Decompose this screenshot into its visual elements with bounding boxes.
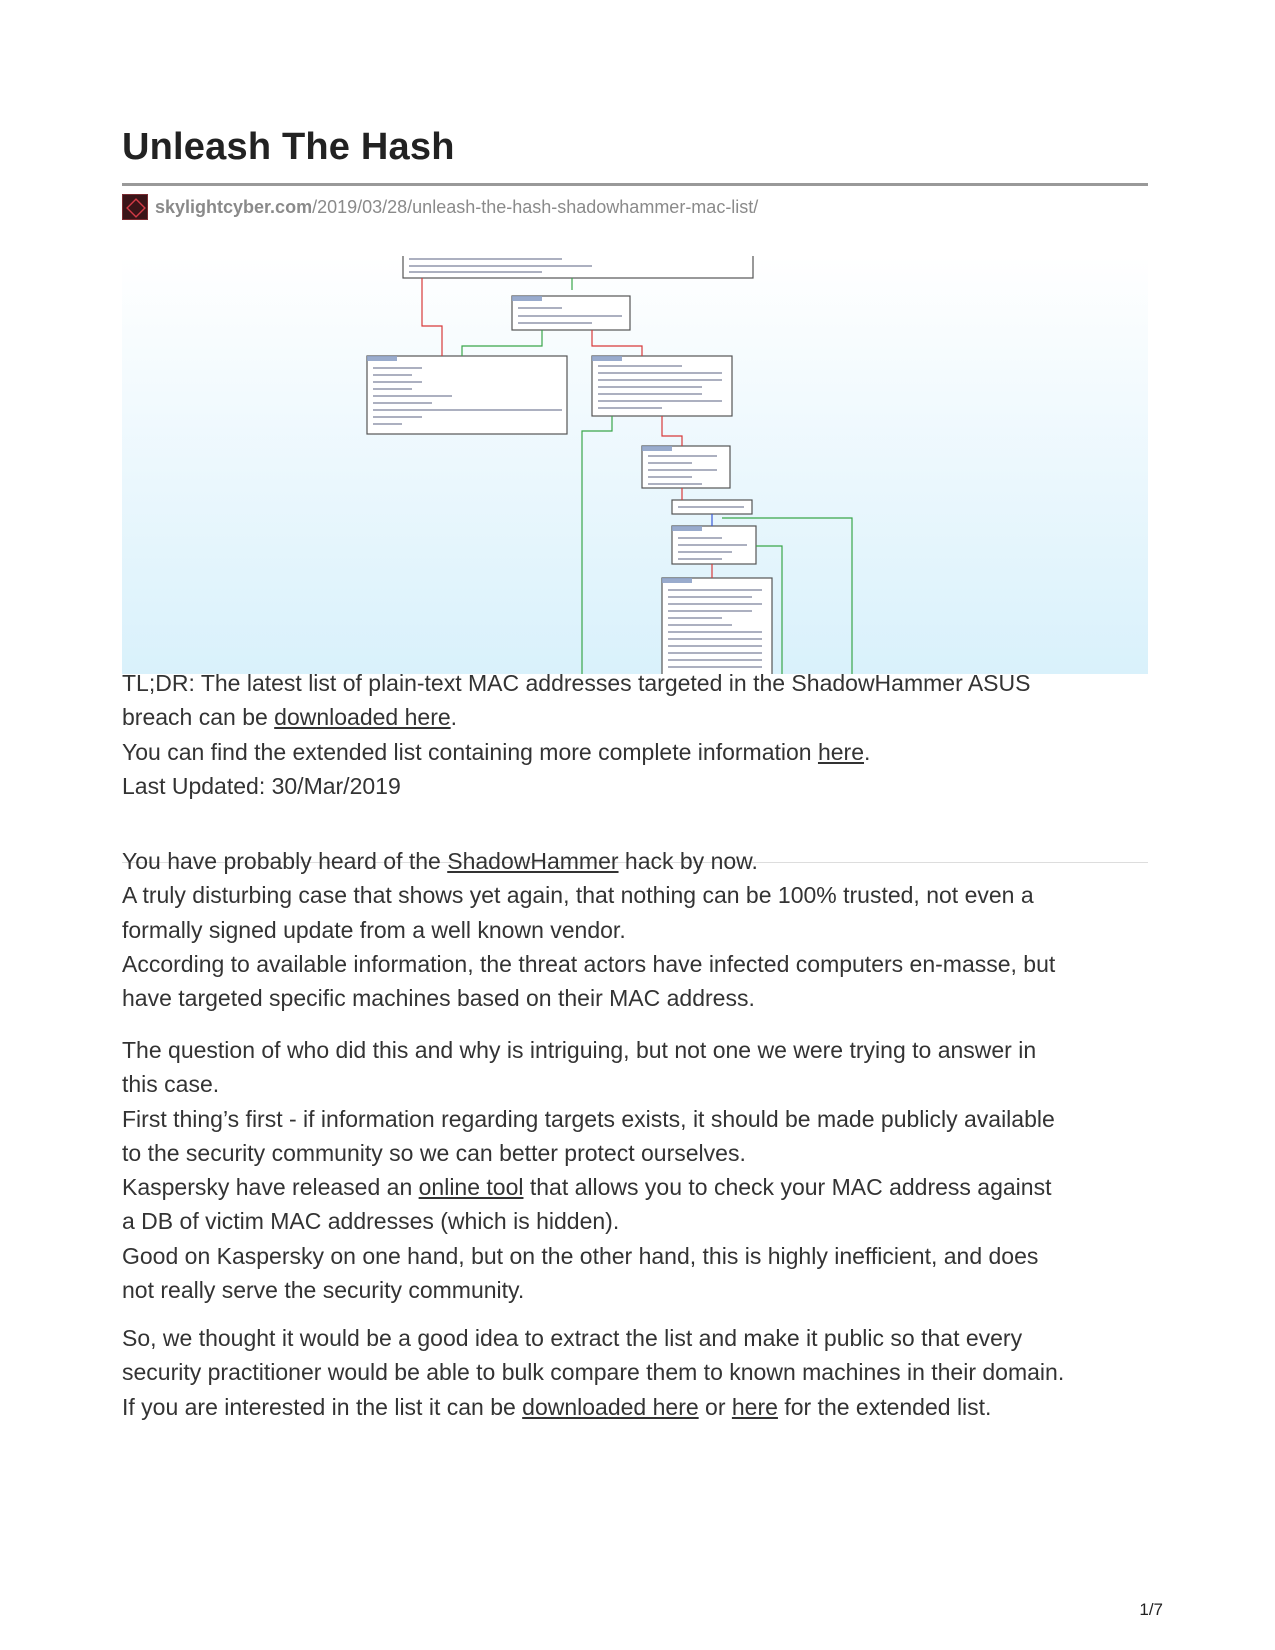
tldr-line-3 bbox=[122, 735, 1148, 769]
tldr-line-2-text: breach can be bbox=[122, 704, 275, 731]
source-link[interactable] bbox=[122, 194, 758, 220]
hero-image-disassembly-graph bbox=[122, 256, 1148, 674]
p1-line-3: formally signed update from a well known vendor. bbox=[122, 916, 626, 943]
paragraph-1 bbox=[122, 844, 1148, 1015]
p1-line-1-end: hack by now. bbox=[618, 848, 758, 874]
online-tool-link[interactable]: online tool bbox=[418, 1174, 524, 1201]
disassembly-graph-illustration bbox=[122, 256, 1148, 674]
tldr-line-2 bbox=[122, 700, 1148, 734]
article-title: Unleash The Hash bbox=[122, 126, 455, 168]
p2-line-2: this case. bbox=[122, 1071, 220, 1098]
p1-line-2: A truly disturbing case that shows yet again, that nothing can be 100% trusted, not even a bbox=[122, 882, 1034, 909]
site-logo-icon bbox=[122, 194, 148, 220]
tldr-line-2-end: . bbox=[450, 704, 458, 731]
last-updated: Last Updated: 30/Mar/2019 bbox=[122, 772, 401, 799]
extended-list-link-2[interactable]: here bbox=[731, 1393, 778, 1420]
p2-line-8: not really serve the security community. bbox=[122, 1277, 525, 1304]
paragraph-2 bbox=[122, 1033, 1148, 1307]
source-domain: skylightcyber.com bbox=[155, 196, 313, 217]
p3-line-3-end: for the extended list. bbox=[777, 1393, 992, 1420]
p2-line-1: The question of who did this and why is intriguing, but not one we were trying to answer in bbox=[122, 1037, 1037, 1063]
paragraph-3 bbox=[122, 1321, 1148, 1424]
title-divider bbox=[122, 183, 1148, 186]
shadowhammer-link[interactable]: ShadowHammer bbox=[447, 848, 619, 874]
download-list-link-2[interactable]: downloaded here bbox=[522, 1393, 699, 1420]
tldr-line-1: TL;DR: The latest list of plain-text MAC addresses targeted in the ShadowHammer ASUS bbox=[122, 670, 1031, 696]
p2-line-6: a DB of victim MAC addresses (which is hidden). bbox=[122, 1208, 620, 1235]
p2-line-3: First thing’s first - if information regarding targets exists, it should be made publicly available bbox=[122, 1105, 1055, 1132]
p1-line-5: have targeted specific machines based on their MAC address. bbox=[122, 985, 755, 1012]
tldr-paragraph bbox=[122, 666, 1148, 803]
tldr-line-3-text: You can find the extended list containing more complete information bbox=[122, 738, 818, 765]
p3-line-3-text: If you are interested in the list it can be bbox=[122, 1393, 523, 1420]
download-list-link[interactable]: downloaded here bbox=[274, 704, 451, 731]
p2-line-5-end: that allows you to check your MAC address against bbox=[523, 1174, 1052, 1201]
p3-line-2: security practitioner would be able to bulk compare them to known machines in their domain. bbox=[122, 1359, 1065, 1386]
p3-line-3-mid: or bbox=[698, 1393, 732, 1420]
p1-line-4: According to available information, the threat actors have infected computers en-masse, but bbox=[122, 950, 1056, 977]
p2-line-5-text: Kaspersky have released an bbox=[122, 1174, 419, 1201]
tldr-line-3-end: . bbox=[864, 738, 871, 765]
source-path: /2019/03/28/unleash-the-hash-shadowhammer-mac-list/ bbox=[312, 196, 759, 217]
p1-line-1 bbox=[122, 844, 1148, 878]
p3-line-1: So, we thought it would be a good idea to extract the list and make it public so that every bbox=[122, 1325, 1023, 1351]
p2-line-5 bbox=[122, 1170, 1148, 1204]
extended-list-link[interactable]: here bbox=[817, 738, 865, 765]
p3-line-3 bbox=[122, 1390, 1148, 1424]
p1-line-1-text: You have probably heard of the bbox=[122, 848, 448, 874]
p2-line-4: to the security community so we can better protect ourselves. bbox=[122, 1139, 746, 1166]
p2-line-7: Good on Kaspersky on one hand, but on the other hand, this is highly inefficient, and does bbox=[122, 1242, 1039, 1269]
page-number: 1/7 bbox=[1139, 1600, 1163, 1619]
